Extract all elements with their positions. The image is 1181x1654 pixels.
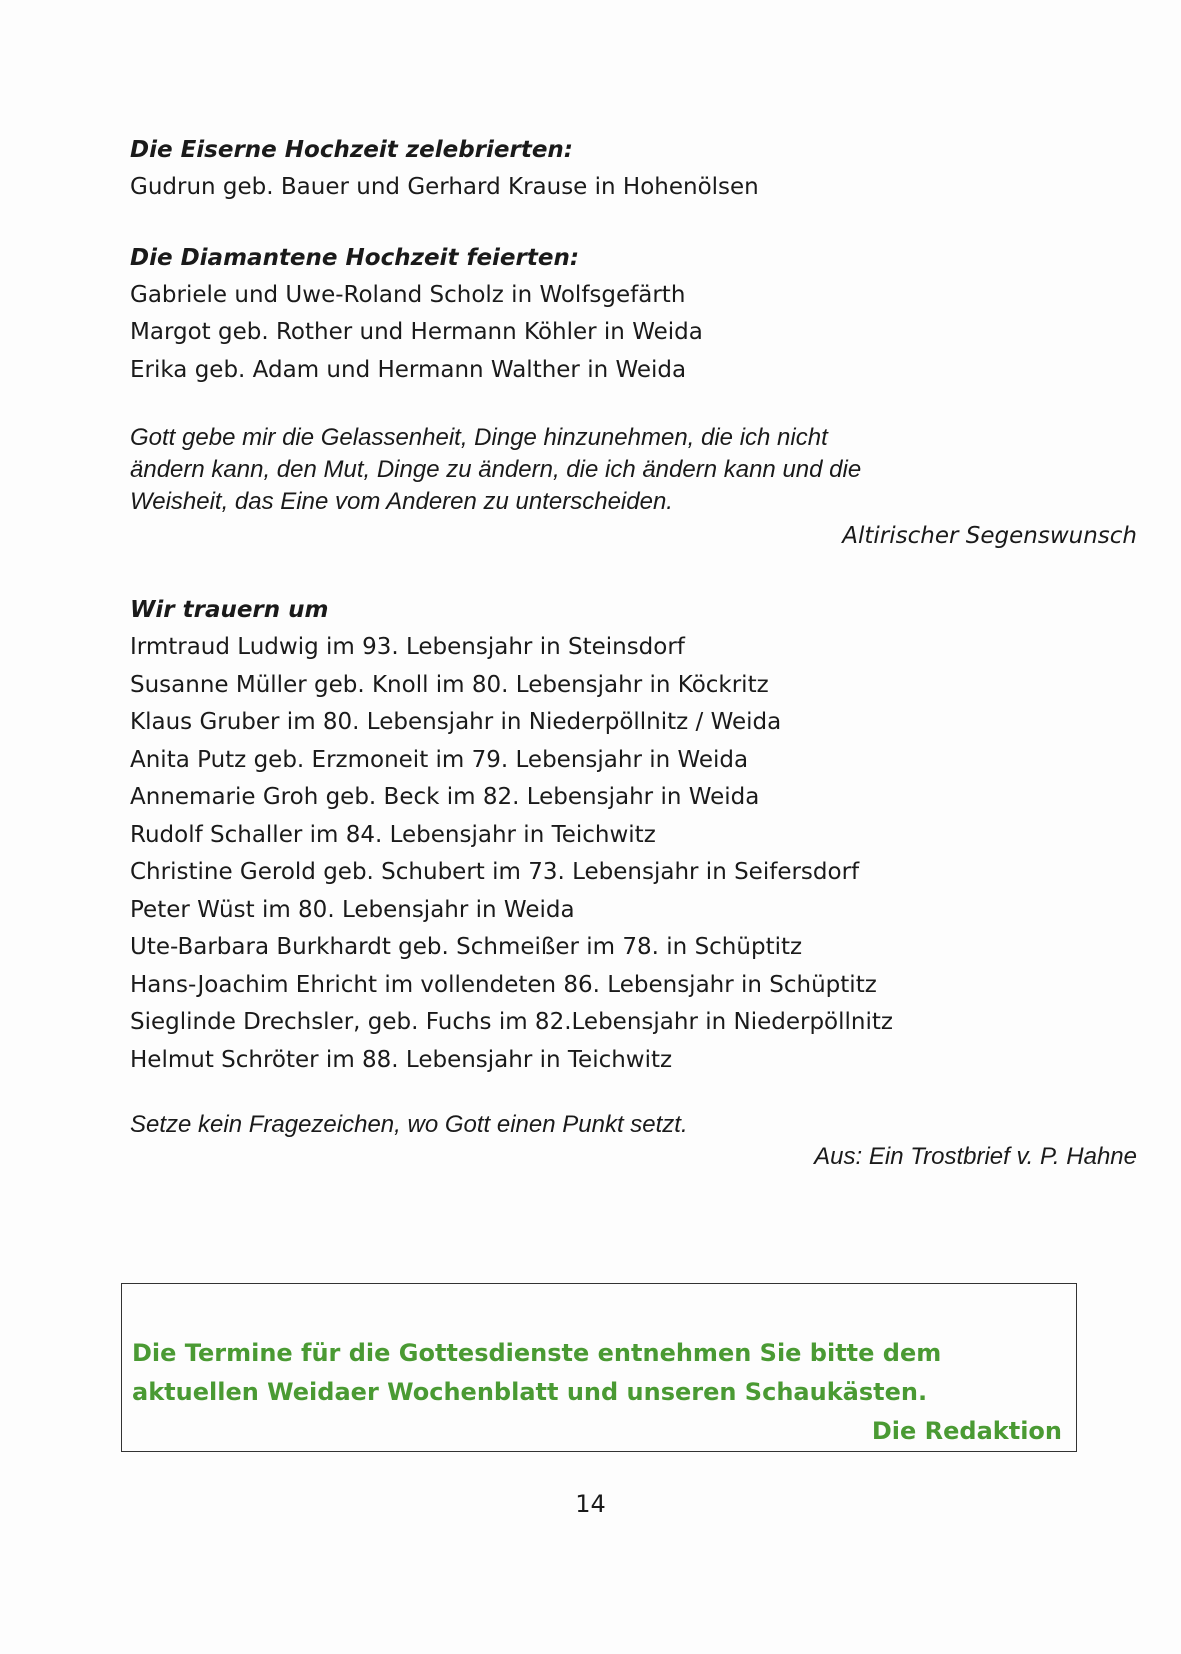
mourning-entry: Helmut Schröter im 88. Lebensjahr in Teichwitz <box>130 1046 673 1073</box>
mourning-entry: Annemarie Groh geb. Beck im 82. Lebensjahr in Weida <box>130 784 760 810</box>
mourning-heading: Wir trauern um <box>130 597 329 623</box>
quote-line: Gott gebe mir die Gelassenheit, Dinge hinzunehmen, die ich nicht <box>130 424 828 451</box>
diamond-wedding-section <box>130 240 1050 390</box>
quote-line: Weisheit, das Eine vom Anderen zu unterscheiden. <box>130 488 673 515</box>
quote-trust <box>130 1109 1137 1173</box>
diamond-wedding-heading: Die Diamantene Hochzeit feierten: <box>130 244 580 271</box>
quote-source: Altirischer Segenswunsch <box>842 523 1137 549</box>
mourning-entry: Ute-Barbara Burkhardt geb. Schmeißer im 78. in Schüptitz <box>130 934 803 960</box>
page-number: 14 <box>575 1490 606 1518</box>
quote-source: Aus: Ein Trostbrief v. P. Hahne <box>814 1143 1137 1170</box>
mourning-entry: Christine Gerold geb. Schubert im 73. Lebensjahr in Seifersdorf <box>130 859 860 885</box>
iron-wedding-section <box>130 132 1050 207</box>
iron-wedding-heading: Die Eiserne Hochzeit zelebrierten: <box>130 137 573 163</box>
content-column <box>130 132 1137 1206</box>
mourning-section <box>130 592 1050 1079</box>
mourning-entry: Rudolf Schaller im 84. Lebensjahr in Teichwitz <box>130 821 656 848</box>
notice-line: aktuellen Weidaer Wochenblatt und unseren Schaukästen. <box>132 1378 928 1406</box>
quote-line: Setze kein Fragezeichen, wo Gott einen Punkt setzt. <box>130 1111 688 1138</box>
quote-line: ändern kann, den Mut, Dinge zu ändern, die ich ändern kann und die <box>130 456 862 483</box>
diamond-wedding-couple: Gabriele und Uwe-Roland Scholz in Wolfsgefärth <box>130 281 686 308</box>
mourning-entry: Anita Putz geb. Erzmoneit im 79. Lebensjahr in Weida <box>130 746 749 773</box>
notice-line: Die Termine für die Gottesdienste entnehmen Sie bitte dem <box>132 1339 942 1367</box>
iron-wedding-couple: Gudrun geb. Bauer und Gerhard Krause in Hohenölsen <box>130 174 759 200</box>
mourning-entry: Susanne Müller geb. Knoll im 80. Lebensjahr in Köckritz <box>130 671 769 698</box>
mourning-entry: Hans-Joachim Ehricht im vollendeten 86. Lebensjahr in Schüptitz <box>130 971 877 998</box>
mourning-entry: Peter Wüst im 80. Lebensjahr in Weida <box>130 896 575 923</box>
mourning-entry: Irmtraud Ludwig im 93. Lebensjahr in Steinsdorf <box>130 634 685 660</box>
diamond-wedding-couple: Margot geb. Rother und Hermann Köhler in Weida <box>130 319 703 345</box>
mourning-entry: Klaus Gruber im 80. Lebensjahr in Niederpöllnitz / Weida <box>130 709 782 735</box>
quote-serenity <box>130 422 1137 554</box>
mourning-entry: Sieglinde Drechsler, geb. Fuchs im 82.Lebensjahr in Niederpöllnitz <box>130 1009 893 1035</box>
service-notice-box <box>121 1283 1077 1452</box>
notice-signature: Die Redaktion <box>871 1417 1062 1445</box>
diamond-wedding-couple: Erika geb. Adam und Hermann Walther in Weida <box>130 356 687 383</box>
